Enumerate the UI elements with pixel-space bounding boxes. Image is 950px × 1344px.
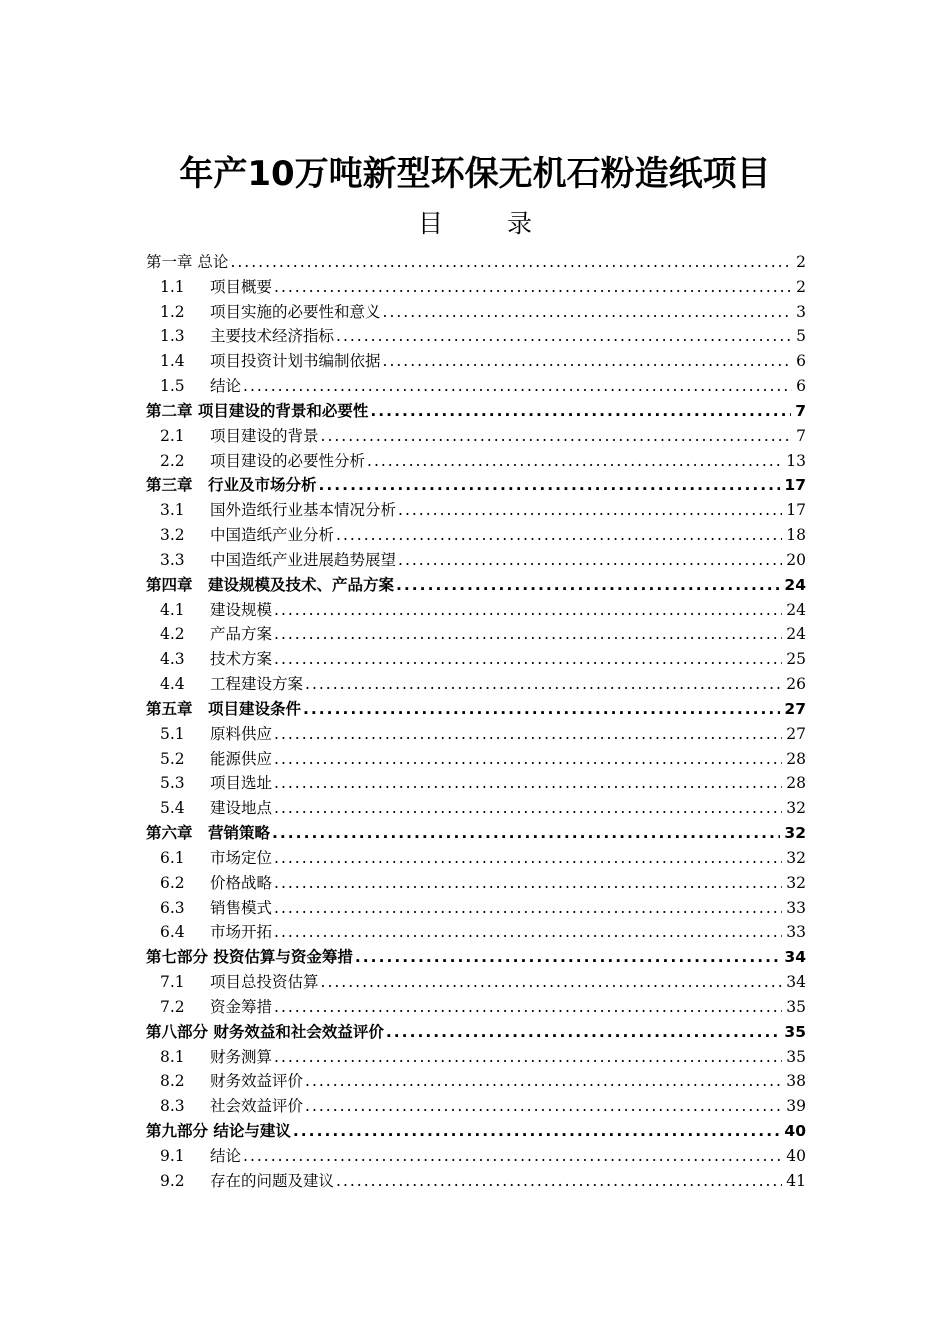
toc-page-number: 13	[786, 451, 806, 470]
toc-page-number: 7	[796, 426, 806, 445]
toc-page-number: 28	[786, 749, 806, 768]
toc-dot-leader	[367, 449, 782, 474]
toc-section-entry[interactable]	[146, 598, 806, 623]
toc-section-entry[interactable]	[146, 846, 806, 871]
toc-page-number: 35	[784, 1022, 806, 1041]
toc-dot-leader	[230, 250, 792, 275]
toc-dot-leader	[274, 896, 782, 921]
toc-section-entry[interactable]	[146, 1144, 806, 1169]
toc-chapter-entry[interactable]	[146, 399, 806, 424]
toc-entry-label: 销售模式	[210, 898, 273, 917]
toc-section-number: 6.2	[160, 873, 185, 892]
toc-dot-leader	[274, 846, 782, 871]
toc-entry-label: 第三章 行业及市场分析	[146, 476, 317, 495]
toc-section-entry[interactable]	[146, 349, 806, 374]
toc-entry-label: 国外造纸行业基本情况分析	[210, 501, 397, 520]
toc-dot-leader	[274, 920, 782, 945]
toc-section-entry[interactable]	[146, 374, 806, 399]
toc-section-number: 1.1	[160, 277, 185, 296]
toc-page-number: 27	[786, 724, 806, 743]
toc-section-number: 8.3	[160, 1097, 185, 1116]
toc-entry-label: 产品方案	[210, 625, 273, 644]
document-title: 年产10万吨新型环保无机石粉造纸项目	[179, 154, 771, 194]
toc-chapter-entry[interactable]	[146, 573, 806, 598]
toc-section-entry[interactable]	[146, 970, 806, 995]
toc-page-number: 17	[784, 476, 806, 495]
toc-dot-leader	[274, 796, 782, 821]
toc-section-number: 5.2	[160, 749, 185, 768]
toc-entry-label: 项目总投资估算	[210, 973, 319, 992]
toc-section-entry[interactable]	[146, 995, 806, 1020]
toc-entry-label: 项目概要	[210, 277, 273, 296]
toc-section-number: 4.3	[160, 650, 185, 669]
toc-chapter-entry[interactable]	[146, 1020, 806, 1045]
toc-page-number: 24	[784, 575, 806, 594]
toc-entry-label: 第一章 总论	[146, 253, 229, 271]
toc-dot-leader	[274, 1045, 782, 1070]
toc-section-entry[interactable]	[146, 771, 806, 796]
toc-entry-label: 第四章 建设规模及技术、产品方案	[146, 575, 395, 594]
toc-dot-leader	[321, 424, 793, 449]
toc-page-number: 32	[786, 873, 806, 892]
toc-dot-leader	[274, 722, 782, 747]
toc-entry-label: 项目建设的背景	[210, 426, 319, 445]
toc-section-number: 4.2	[160, 625, 185, 644]
toc-section-entry[interactable]	[146, 1094, 806, 1119]
toc-page-number: 7	[795, 401, 806, 420]
toc-page-number: 40	[784, 1121, 806, 1140]
toc-dot-leader	[396, 573, 780, 598]
toc-chapter-entry[interactable]	[146, 821, 806, 846]
toc-page-number: 5	[796, 327, 806, 346]
toc-dot-leader	[272, 821, 780, 846]
toc-page-number: 34	[784, 948, 806, 967]
toc-chapter-entry[interactable]	[146, 473, 806, 498]
toc-section-number: 8.1	[160, 1047, 185, 1066]
toc-dot-leader	[274, 995, 782, 1020]
toc-page-number: 33	[786, 898, 806, 917]
toc-entry-label: 第二章 项目建设的背景和必要性	[146, 401, 369, 420]
toc-page-number: 18	[786, 526, 806, 545]
toc-dot-leader	[303, 697, 780, 722]
toc-page-number: 24	[786, 625, 806, 644]
toc-dot-leader	[398, 548, 782, 573]
toc-section-number: 2.2	[160, 451, 185, 470]
toc-entry-label: 资金筹措	[210, 997, 273, 1016]
toc-dot-leader	[319, 473, 781, 498]
toc-entry-label: 建设规模	[210, 600, 273, 619]
toc-section-entry[interactable]	[146, 424, 806, 449]
toc-page-number: 25	[786, 650, 806, 669]
toc-section-entry[interactable]	[146, 672, 806, 697]
toc-page-number: 20	[786, 550, 806, 569]
toc-page-number: 33	[786, 923, 806, 942]
toc-entry-label: 结论	[210, 1146, 242, 1165]
toc-entry-label: 第九部分 结论与建议	[146, 1121, 291, 1140]
toc-section-number: 9.1	[160, 1146, 185, 1165]
toc-entry-label: 第六章 营销策略	[146, 824, 271, 843]
toc-section-entry[interactable]	[146, 523, 806, 548]
toc-entry-label: 项目实施的必要性和意义	[210, 302, 381, 321]
toc-section-number: 5.1	[160, 724, 185, 743]
toc-page-number: 39	[786, 1097, 806, 1116]
toc-entry-label: 第五章 项目建设条件	[146, 699, 302, 718]
toc-entry-label: 存在的问题及建议	[210, 1171, 335, 1190]
toc-page-number: 17	[786, 501, 806, 520]
toc-page-number: 38	[786, 1072, 806, 1091]
toc-entry-label: 中国造纸产业进展趋势展望	[210, 550, 397, 569]
toc-entry-label: 能源供应	[210, 749, 273, 768]
toc-section-number: 6.3	[160, 898, 185, 917]
toc-dot-leader	[274, 747, 782, 772]
toc-section-entry[interactable]	[146, 722, 806, 747]
toc-section-number: 5.4	[160, 799, 185, 818]
toc-section-number: 3.2	[160, 526, 185, 545]
toc-entry-label: 技术方案	[210, 650, 273, 669]
toc-entry-label: 第八部分 财务效益和社会效益评价	[146, 1022, 384, 1041]
toc-section-number: 4.4	[160, 675, 185, 694]
toc-entry-label: 价格战略	[210, 873, 273, 892]
toc-dot-leader	[243, 1144, 782, 1169]
toc-dot-leader	[274, 771, 782, 796]
toc-section-entry[interactable]	[146, 275, 806, 300]
toc-entry-label: 建设地点	[210, 799, 273, 818]
toc-page-number: 26	[786, 675, 806, 694]
toc-entry-label: 结论	[210, 377, 242, 396]
toc-dot-leader	[321, 970, 783, 995]
toc-entry-label: 第七部分 投资估算与资金筹措	[146, 948, 353, 967]
toc-section-number: 5.3	[160, 774, 185, 793]
toc-page-number: 32	[786, 799, 806, 818]
toc-section-number: 2.1	[160, 426, 185, 445]
toc-section-entry[interactable]	[146, 796, 806, 821]
toc-dot-leader	[293, 1119, 781, 1144]
toc-dot-leader	[386, 1020, 781, 1045]
toc-page-number: 32	[786, 848, 806, 867]
toc-section-entry[interactable]	[146, 324, 806, 349]
toc-entry-label: 市场定位	[210, 848, 273, 867]
toc-section-entry[interactable]	[146, 300, 806, 325]
toc-section-entry[interactable]	[146, 449, 806, 474]
toc-dot-leader	[305, 672, 782, 697]
toc-section-entry[interactable]	[146, 871, 806, 896]
toc-section-entry[interactable]	[146, 896, 806, 921]
toc-entry-label: 社会效益评价	[210, 1097, 304, 1116]
toc-section-entry[interactable]	[146, 1045, 806, 1070]
toc-section-number: 1.5	[160, 377, 185, 396]
toc-entry-label: 项目投资计划书编制依据	[210, 352, 381, 371]
toc-dot-leader	[383, 349, 793, 374]
toc-page-number: 40	[786, 1146, 806, 1165]
toc-section-number: 7.1	[160, 973, 185, 992]
toc-dot-leader	[355, 945, 781, 970]
toc-entry-label: 主要技术经济指标	[210, 327, 335, 346]
toc-page-number: 35	[786, 997, 806, 1016]
toc-dot-leader	[274, 647, 782, 672]
toc-chapter-entry[interactable]	[146, 697, 806, 722]
toc-section-entry[interactable]	[146, 1069, 806, 1094]
toc-entry-label: 财务测算	[210, 1047, 273, 1066]
toc-dot-leader	[243, 374, 792, 399]
toc-section-number: 3.3	[160, 550, 185, 569]
toc-entry-label: 项目建设的必要性分析	[210, 451, 366, 470]
toc-dot-leader	[336, 523, 782, 548]
toc-chapter-entry[interactable]	[146, 250, 806, 275]
toc-dot-leader	[274, 598, 782, 623]
toc-section-entry[interactable]	[146, 548, 806, 573]
toc-page-number: 3	[796, 302, 806, 321]
toc-page-number: 35	[786, 1047, 806, 1066]
toc-entry-label: 工程建设方案	[210, 675, 304, 694]
toc-entry-label: 市场开拓	[210, 923, 273, 942]
toc-dot-leader	[383, 300, 793, 325]
toc-dot-leader	[305, 1094, 782, 1119]
toc-section-number: 3.1	[160, 501, 185, 520]
toc-page-number: 41	[786, 1171, 806, 1190]
toc-dot-leader	[398, 498, 782, 523]
toc-entry-label: 中国造纸产业分析	[210, 526, 335, 545]
toc-section-entry[interactable]	[146, 1169, 806, 1194]
toc-dot-leader	[274, 622, 782, 647]
toc-section-number: 4.1	[160, 600, 185, 619]
toc-section-number: 6.4	[160, 923, 185, 942]
toc-page-number: 2	[796, 253, 806, 271]
toc-page-number: 28	[786, 774, 806, 793]
toc-entry-label: 项目选址	[210, 774, 273, 793]
toc-dot-leader	[370, 399, 791, 424]
toc-chapter-entry[interactable]	[146, 1119, 806, 1144]
toc-dot-leader	[274, 275, 792, 300]
toc-page-number: 27	[784, 699, 806, 718]
toc-section-number: 1.3	[160, 327, 185, 346]
toc-dot-leader	[336, 1169, 782, 1194]
toc-section-number: 7.2	[160, 997, 185, 1016]
toc-page-number: 32	[784, 824, 806, 843]
toc-heading: 目 录	[418, 209, 560, 238]
toc-page-number: 2	[796, 277, 806, 296]
toc-section-number: 8.2	[160, 1072, 185, 1091]
toc-dot-leader	[305, 1069, 782, 1094]
toc-section-entry[interactable]	[146, 498, 806, 523]
toc-section-entry[interactable]	[146, 747, 806, 772]
toc-section-entry[interactable]	[146, 647, 806, 672]
toc-section-entry[interactable]	[146, 622, 806, 647]
toc-section-number: 1.2	[160, 302, 185, 321]
toc-page-number: 6	[796, 377, 806, 396]
toc-dot-leader	[274, 871, 782, 896]
toc-dot-leader	[336, 324, 792, 349]
toc-chapter-entry[interactable]	[146, 945, 806, 970]
toc-section-number: 6.1	[160, 848, 185, 867]
toc-section-number: 9.2	[160, 1171, 185, 1190]
table-of-contents	[146, 250, 806, 1193]
toc-page-number: 6	[796, 352, 806, 371]
toc-section-entry[interactable]	[146, 920, 806, 945]
toc-page-number: 34	[786, 973, 806, 992]
toc-page-number: 24	[786, 600, 806, 619]
toc-entry-label: 原料供应	[210, 724, 273, 743]
toc-entry-label: 财务效益评价	[210, 1072, 304, 1091]
toc-section-number: 1.4	[160, 352, 185, 371]
